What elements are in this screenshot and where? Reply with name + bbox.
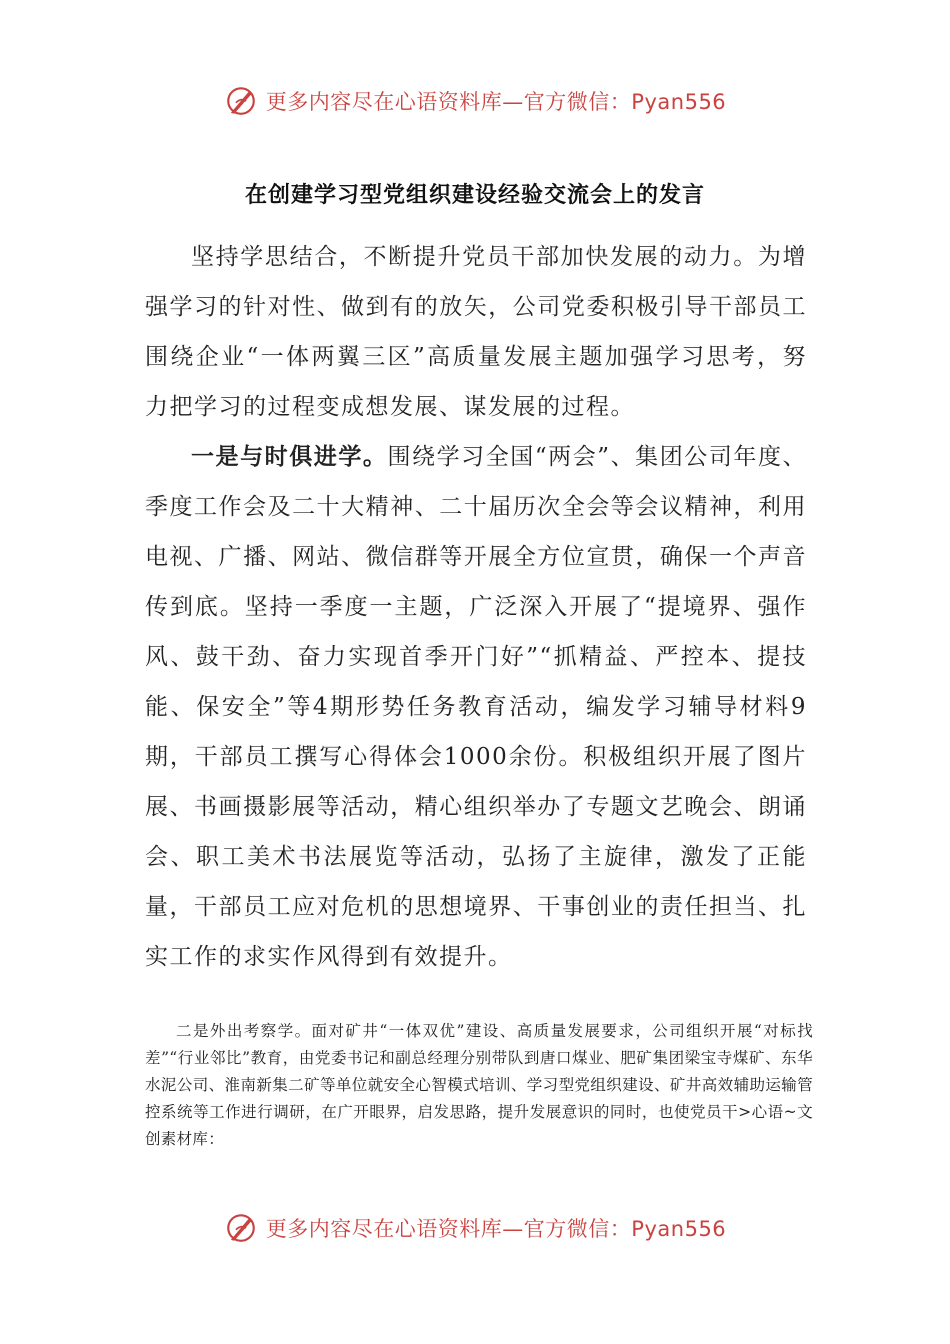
paragraph-2-text: 围绕学习全国“两会”、集团公司年度、季度工作会及二十大精神、二十届历次全会等会议精神，利用电视、广播、网站、微信群等开展全方位宣贯，确保一个声音传到底。坚持一季度一主题，广泛深入开展了“提境界、强作风、鼓干劲、奋力实现首季开门好”“抓精益、严控本、提技能、保安全”等4期形势任务教育活动，编发学习辅导材料9期，干部员工撰写心得体会1000余份。积极组织开展了图片展、书画摄影展等活动，精心组织举办了专题文艺晚会、朗诵会、职工美术书法展览等活动，弘扬了主旋律，激发了正能量，干部员工应对危机的思想境界、干事创业的责任担当、扎实工作的求实作风得到有效提升。 xyxy=(145,444,807,970)
watermark-header xyxy=(0,84,950,118)
watermark-text: 更多内容尽在心语资料库—官方微信：Pyan556 xyxy=(265,90,727,114)
watermark-footer xyxy=(0,1211,950,1245)
watermark-text: 更多内容尽在心语资料库—官方微信：Pyan556 xyxy=(265,1217,727,1241)
pen-nib-logo-icon xyxy=(224,84,258,118)
paragraph-1 xyxy=(145,232,807,432)
paragraph-3-text: 二是外出考察学。面对矿井“一体双优”建设、高质量发展要求，公司组织开展“对标找差”“行业邻比”教育，由党委书记和副总经理分别带队到唐口煤业、肥矿集团梁宝寺煤矿、东华水泥公司、淮南新集二矿等单位就安全心智模式培训、学习型党组织建设、矿井高效辅助运输管控系统等工作进行调研，在广开眼界，启发思路，提升发展意识的同时，也使党员干>心语~文创素材库： xyxy=(145,1022,813,1148)
pen-nib-logo-icon xyxy=(224,1211,258,1245)
paragraph-1-text: 坚持学思结合，不断提升党员干部加快发展的动力。为增强学习的针对性、做到有的放矢，公司党委积极引导干部员工围绕企业“一体两翼三区”高质量发展主题加强学习思考，努力把学习的过程变成想发展、谋发展的过程。 xyxy=(145,244,807,420)
document-title: 在创建学习型党组织建设经验交流会上的发言 xyxy=(244,183,705,208)
paragraph-2-lead: 一是与时俱进学。 xyxy=(191,444,388,470)
paragraph-2 xyxy=(145,432,807,982)
